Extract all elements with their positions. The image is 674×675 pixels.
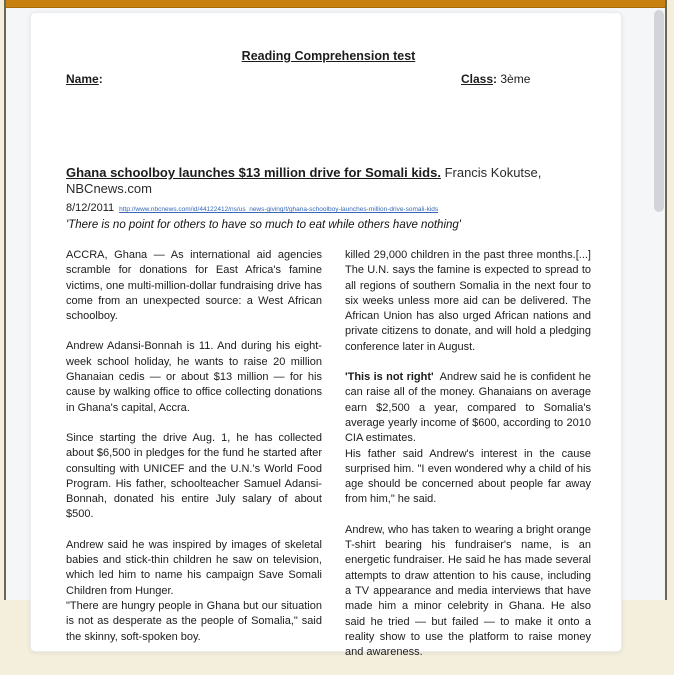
article-column-right <box>345 248 591 675</box>
article-date-row <box>66 202 591 216</box>
name-label: Name <box>66 72 99 86</box>
article-paragraph: ACCRA, Ghana — As international aid agencies scramble for donations for East Africa's famine victims, one multi-million-dollar fundraising drive has come from an unexpected source: a West African schoolboy. <box>66 249 322 323</box>
article-byline: Francis Kokutse, NBCnews.com <box>66 165 542 196</box>
article-source-link[interactable]: http://www.nbcnews.com/id/44122412/ns/us_news-giving/t/ghana-schoolboy-launches-million-drive-somali-kids <box>119 206 439 213</box>
article-paragraph: His father said Andrew's interest in the cause surprised him. "I even wondered why a child of his age should be concerned about people far away from him," he said. <box>344 447 591 506</box>
scrollbar-thumb[interactable] <box>654 10 664 212</box>
document-content <box>31 13 621 675</box>
article-paragraph-lead: 'This is not right' <box>344 371 434 384</box>
scrollbar-track[interactable] <box>653 8 665 588</box>
article-paragraph: Andrew Adansi-Bonnah is 11. And during his eight-week school holiday, he wants to raise 20 million Ghanaian cedis — or about $13 million — for his cause by walking office to office collecting donations in Ghana's capital, Accra. <box>66 340 322 414</box>
article-body <box>66 248 591 675</box>
article-quote: 'There is no point for others to have so much to eat while others have nothing' <box>66 219 461 231</box>
article-headline: Ghana schoolboy launches $13 million drive for Somali kids. <box>66 165 441 180</box>
article-paragraph: killed 29,000 children in the past three months.[...] The U.N. says the famine is expected to spread to all regions of southern Somalia in the next four to six weeks unless more aid can be delivered. The African Union has also urged African nations and private citizens to donate, and will hold a pledging conference later in August. <box>344 249 591 353</box>
class-value: 3ème <box>500 72 531 86</box>
class-field: Class: 3ème <box>461 72 531 86</box>
article-paragraph: Andrew said he was inspired by images of skeletal babies and stick-thin children he saw on television, which led him to name his campaign Save Somali Children from Hunger. <box>66 538 322 597</box>
name-class-row <box>66 72 591 87</box>
article-paragraph: "There are hungry people in Ghana but our situation is not as desperate as the people of Somalia," said the skinny, soft-spoken boy. <box>66 599 322 643</box>
article-column-left <box>66 248 322 675</box>
name-field: Name: <box>66 72 103 86</box>
document-page <box>30 12 622 659</box>
app-window <box>4 0 667 659</box>
window-header-bar <box>6 0 665 8</box>
article-paragraph: Since starting the drive Aug. 1, he has collected about $6,500 in pledges for the fund he started after consulting with UNICEF and the U.N.'s World Food Program. His father, schoolteacher Samuel Adansi-Bonnah, donated his entire July salary of about $500. <box>66 431 322 521</box>
article-date: 8/12/2011 <box>66 202 115 214</box>
article-paragraph: Andrew, who has taken to wearing a bright orange T-shirt bearing his fundraiser's name, is an energetic fundraiser. He said he has made several attempts to draw attention to his cause, including a TV appearance and media interviews that have made him a minor celebrity in Ghana. He also said he tried — but failed — to make it onto a reality show to use the platform to raise money and awareness. <box>344 523 591 659</box>
article-paragraph: 'This is not right' Andrew said he is confident he can raise all of the money. Ghanaians on average earn $2,500 a year, compared to Somalia's average yearly income of $600, according to 2010 CIA estimates. <box>344 371 591 445</box>
document-title: Reading Comprehension test <box>241 49 416 63</box>
class-label: Class <box>461 72 494 86</box>
article-headline-row <box>66 165 591 197</box>
